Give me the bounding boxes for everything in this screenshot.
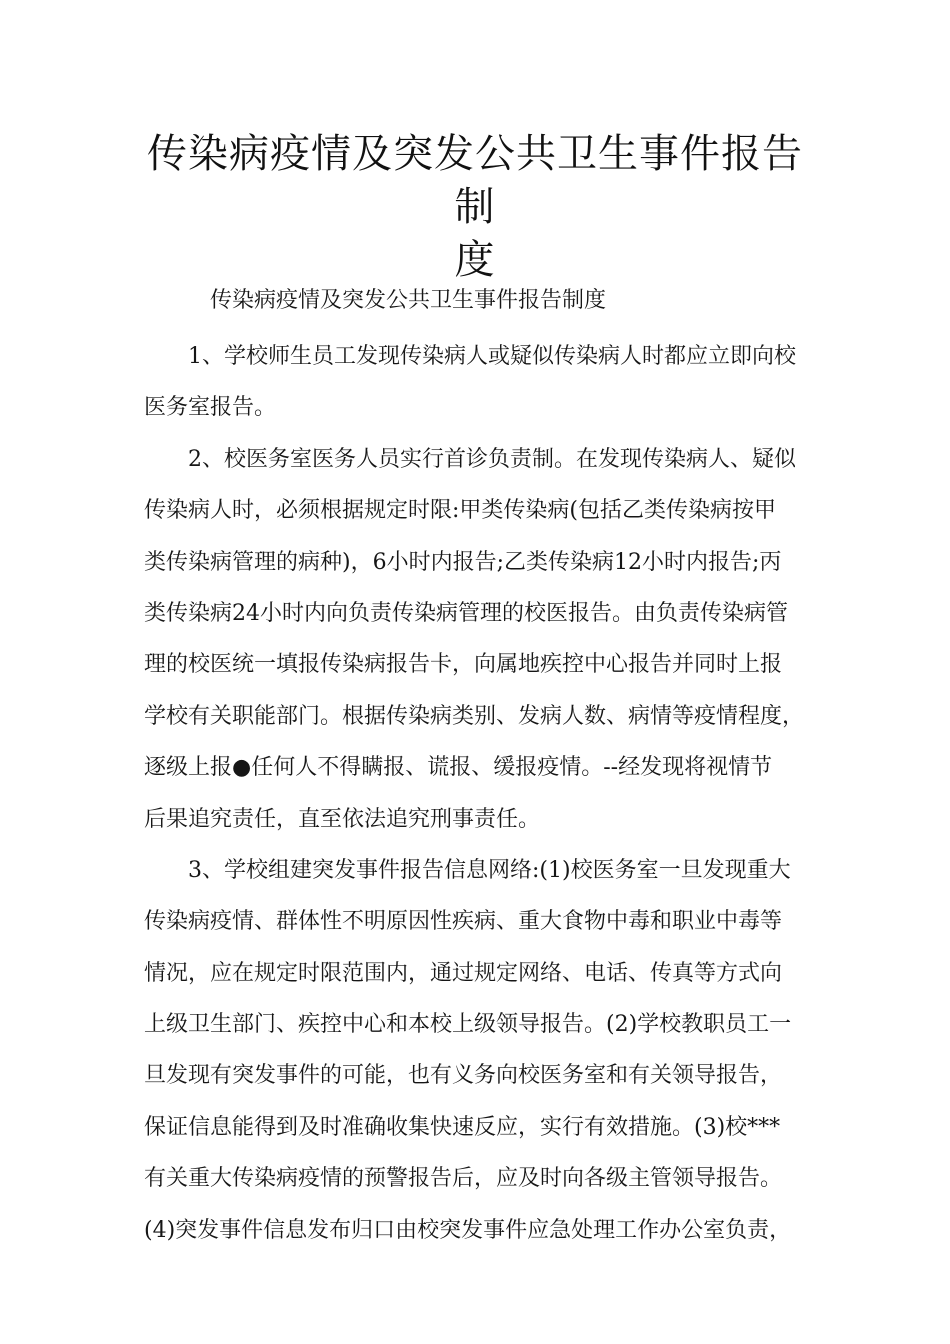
paragraph-1 xyxy=(144,331,818,434)
text-line: 上级卫生部门、疾控中心和本校上级领导报告。(2)学校教职员工一 xyxy=(144,1012,792,1038)
paragraph-3 xyxy=(144,845,818,1256)
paragraph-2 xyxy=(144,434,818,845)
text-line: 类传染病管理的病种)，6小时内报告;乙类传染病12小时内报告;丙 xyxy=(144,549,782,575)
text-line: 后果追究责任，直至依法追究刑事责任。 xyxy=(144,806,541,832)
title-line-2: 度 xyxy=(454,237,496,283)
text-line: 3、学校组建突发事件报告信息网络:(1)校医务室一旦发现重大 xyxy=(188,857,791,883)
document-title xyxy=(140,128,810,287)
title-line-1: 传染病疫情及突发公共卫生事件报告制 xyxy=(147,131,803,230)
text-line: 传染病人时，必须根据规定时限:甲类传染病(包括乙类传染病按甲 xyxy=(144,498,776,524)
text-line: 传染病疫情、群体性不明原因性疾病、重大食物中毒和职业中毒等 xyxy=(144,909,783,935)
text-line: 2、校医务室医务人员实行首诊负责制。在发现传染病人、疑似 xyxy=(188,446,796,472)
text-line: 保证信息能得到及时准确收集快速反应，实行有效措施。(3)校*** xyxy=(144,1114,781,1140)
document-subtitle: 传染病疫情及突发公共卫生事件报告制度 xyxy=(210,288,607,313)
text-line: (4)突发事件信息发布归口由校突发事件应急处理工作办公室负责， xyxy=(144,1217,792,1243)
text-line: 学校有关职能部门。根据传染病类别、发病人数、病情等疫情程度， xyxy=(144,703,805,729)
text-line: 旦发现有突发事件的可能，也有义务向校医务室和有关领导报告， xyxy=(144,1063,783,1089)
text-line: 有关重大传染病疫情的预警报告后，应及时向各级主管领导报告。 xyxy=(144,1166,783,1192)
text-line: 1、学校师生员工发现传染病人或疑似传染病人时都应立即向校 xyxy=(188,344,796,369)
text-line: 类传染病24小时内向负责传染病管理的校医报告。由负责传染病管 xyxy=(144,600,788,626)
text-line: 理的校医统一填报传染病报告卡，向属地疾控中心报告并同时上报 xyxy=(144,652,783,678)
text-line: 医务室报告。 xyxy=(144,395,277,421)
text-line: 情况，应在规定时限范围内，通过规定网络、电话、传真等方式向 xyxy=(144,960,783,986)
text-line: 逐级上报●任何人不得瞒报、谎报、缓报疫情。--经发现将视情节 xyxy=(144,755,773,781)
document-body xyxy=(144,279,818,1256)
